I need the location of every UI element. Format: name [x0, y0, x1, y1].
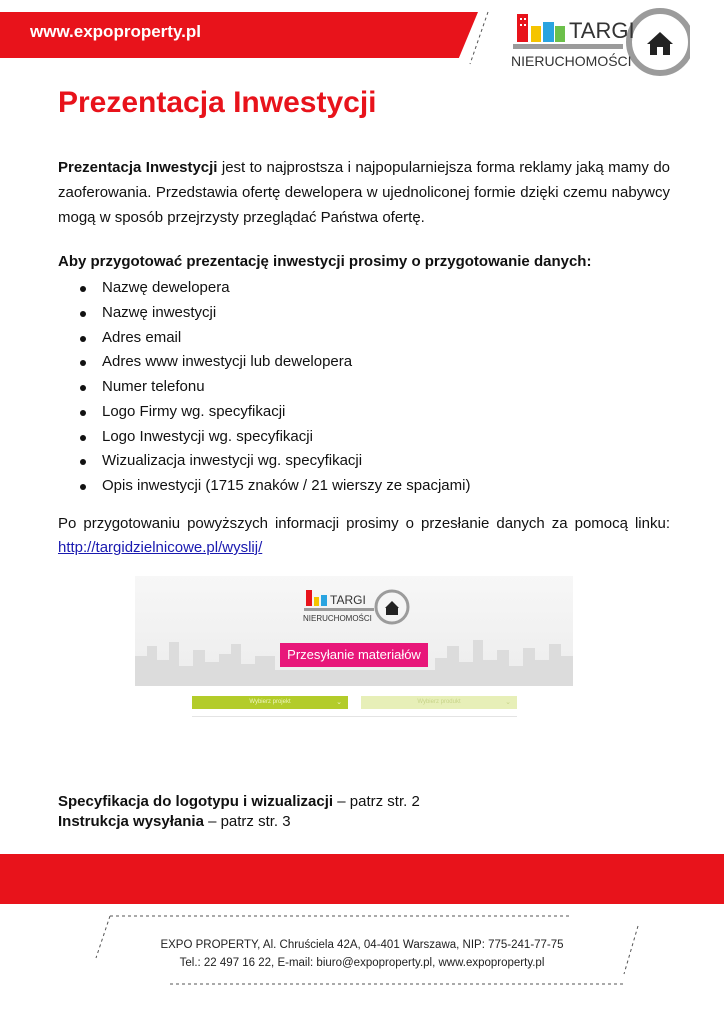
targi-nieruchomosci-logo	[505, 8, 690, 78]
list-item: Logo Firmy wg. specyfikacji	[58, 400, 470, 425]
spec-line1-rest: – patrz str. 2	[333, 793, 420, 810]
requirements-list	[58, 276, 470, 499]
footer-red-band	[0, 854, 724, 904]
footer-contact	[0, 936, 724, 972]
intro-bold: Prezentacja Inwestycji	[58, 159, 218, 176]
screenshot-logo	[300, 586, 410, 628]
list-item: Opis inwestycji (1715 znaków / 21 wierszy ze spacjami)	[58, 474, 470, 499]
upload-materials-button[interactable]: Przesyłanie materiałów	[280, 643, 428, 667]
product-select-label: Wybierz produkt	[417, 699, 461, 705]
page-title: Prezentacja Inwestycji	[58, 86, 377, 119]
chevron-down-icon: ⌄	[505, 699, 511, 706]
footer-contact-line: Tel.: 22 497 16 22, E-mail: biuro@expoproperty.pl, www.expoproperty.pl	[179, 957, 545, 969]
screenshot-logo-nieruchomosci: NIERUCHOMOŚCI	[303, 614, 372, 623]
logo-text-nieruchomosci: NIERUCHOMOŚCI	[511, 53, 632, 69]
spec-line2-bold: Instrukcja wysyłania	[58, 813, 204, 830]
list-item: Numer telefonu	[58, 375, 470, 400]
prep-heading: Aby przygotować prezentację inwestycji prosimy o przygotowanie danych:	[58, 253, 592, 270]
upload-page-screenshot	[135, 576, 573, 720]
screenshot-divider	[192, 716, 517, 717]
spec-line2-rest: – patrz str. 3	[203, 813, 291, 830]
spec-line1-bold: Specyfikacja do logotypu i wizualizacji	[58, 793, 334, 810]
list-item: Logo Inwestycji wg. specyfikacji	[58, 425, 470, 450]
upload-link[interactable]: http://targidzielnicowe.pl/wyslij/	[58, 539, 263, 556]
intro-paragraph	[58, 155, 670, 230]
list-item: Adres email	[58, 326, 470, 351]
outro-paragraph	[58, 512, 670, 560]
intro-text: jest to najprostsza i najpopularniejsza forma reklamy jaką mamy do zaoferowania. Przedstawia ofertę dewelopera w ujednoliconej formie dzięki czemu nabywcy mogą w sposób przejrzysty przeglądać Państwa ofertę.	[58, 159, 670, 226]
list-item: Nazwę dewelopera	[58, 276, 470, 301]
spec-notes	[58, 792, 420, 832]
list-item: Nazwę inwestycji	[58, 301, 470, 326]
project-select-label: Wybierz projekt	[249, 699, 291, 705]
list-item: Adres www inwestycji lub dewelopera	[58, 350, 470, 375]
list-item: Wizualizacja inwestycji wg. specyfikacji	[58, 449, 470, 474]
product-select[interactable]	[361, 696, 517, 709]
header-url[interactable]: www.expoproperty.pl	[30, 22, 201, 41]
logo-text-targi: TARGI	[569, 18, 635, 43]
project-select[interactable]	[192, 696, 348, 709]
header-dashed-divider	[462, 10, 502, 66]
screenshot-logo-targi: TARGI	[330, 593, 366, 607]
outro-text: Po przygotowaniu powyższych informacji prosimy o przesłanie danych za pomocą linku:	[58, 515, 670, 532]
chevron-down-icon: ⌄	[336, 699, 342, 706]
footer-address: EXPO PROPERTY, Al. Chruściela 42A, 04-401 Warszawa, NIP: 775-241-77-75	[160, 939, 564, 951]
